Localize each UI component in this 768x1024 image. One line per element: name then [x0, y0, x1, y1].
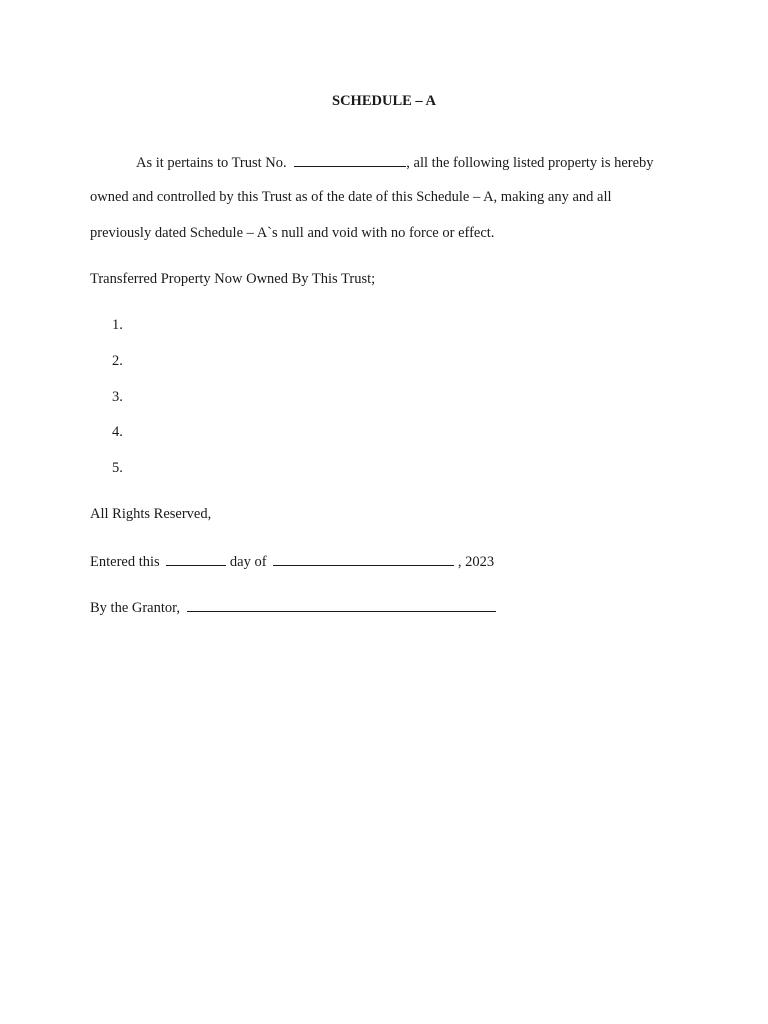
entered-date-line — [90, 552, 494, 571]
month-blank[interactable] — [273, 552, 454, 566]
entered-prefix: Entered this — [90, 554, 160, 570]
trust-paragraph-line-2: owned and controlled by this Trust as of the date of this Schedule – A, making any and all — [90, 189, 612, 205]
entered-middle: day of — [229, 554, 267, 570]
rights-reserved: All Rights Reserved, — [90, 506, 212, 522]
trust-paragraph-line-3: previously dated Schedule – A`s null and void with no force or effect. — [90, 225, 495, 241]
trust-paragraph-line-1 — [136, 153, 654, 172]
grantor-signature-blank[interactable] — [187, 598, 496, 612]
trust-number-blank[interactable] — [294, 153, 406, 167]
entered-year: , 2023 — [457, 554, 495, 570]
grantor-label: By the Grantor, — [90, 600, 181, 616]
trust-intro-text: As it pertains to Trust No. — [136, 155, 287, 171]
grantor-signature-line — [90, 598, 496, 617]
list-item-3: 3. — [112, 389, 123, 405]
document-title: SCHEDULE – A — [332, 93, 436, 109]
trust-intro-continuation: , all the following listed property is hereby — [406, 155, 654, 171]
list-item-2: 2. — [112, 353, 123, 369]
list-item-5: 5. — [112, 460, 123, 476]
list-item-4: 4. — [112, 424, 123, 440]
transferred-property-heading: Transferred Property Now Owned By This Trust; — [90, 271, 376, 287]
day-blank[interactable] — [166, 552, 226, 566]
list-item-1: 1. — [112, 317, 123, 333]
